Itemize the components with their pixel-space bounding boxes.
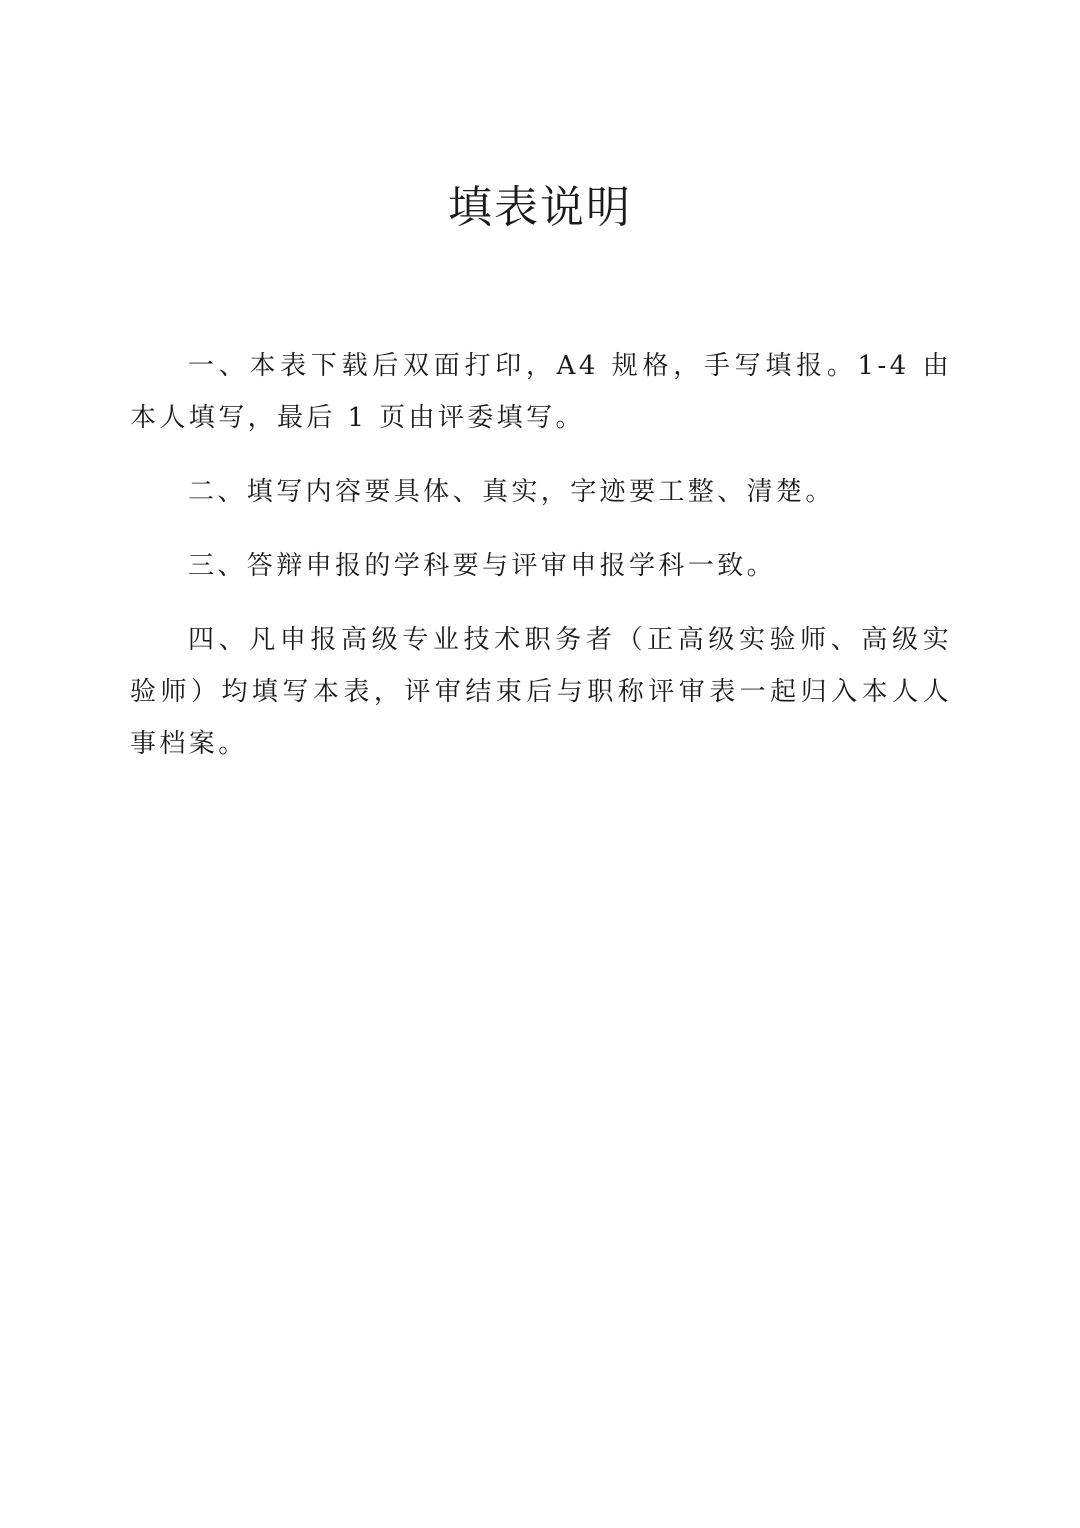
document-title: 填表说明 (448, 182, 632, 233)
instructions-body (130, 340, 952, 792)
instruction-paragraph-3: 三、答辩申报的学科要与评审申报学科一致。 (188, 551, 777, 581)
instruction-paragraph-1: 一、本表下载后双面打印，A4 规格，手写填报。1-4 由本人填写，最后 1 页由评委填写。 (130, 351, 952, 433)
instruction-paragraph-2: 二、填写内容要具体、真实，字迹要工整、清楚。 (188, 477, 835, 507)
instruction-paragraph-4: 四、凡申报高级专业技术职务者（正高级实验师、高级实验师）均填写本表，评审结束后与职称评审表一起归入本人人事档案。 (130, 625, 952, 759)
